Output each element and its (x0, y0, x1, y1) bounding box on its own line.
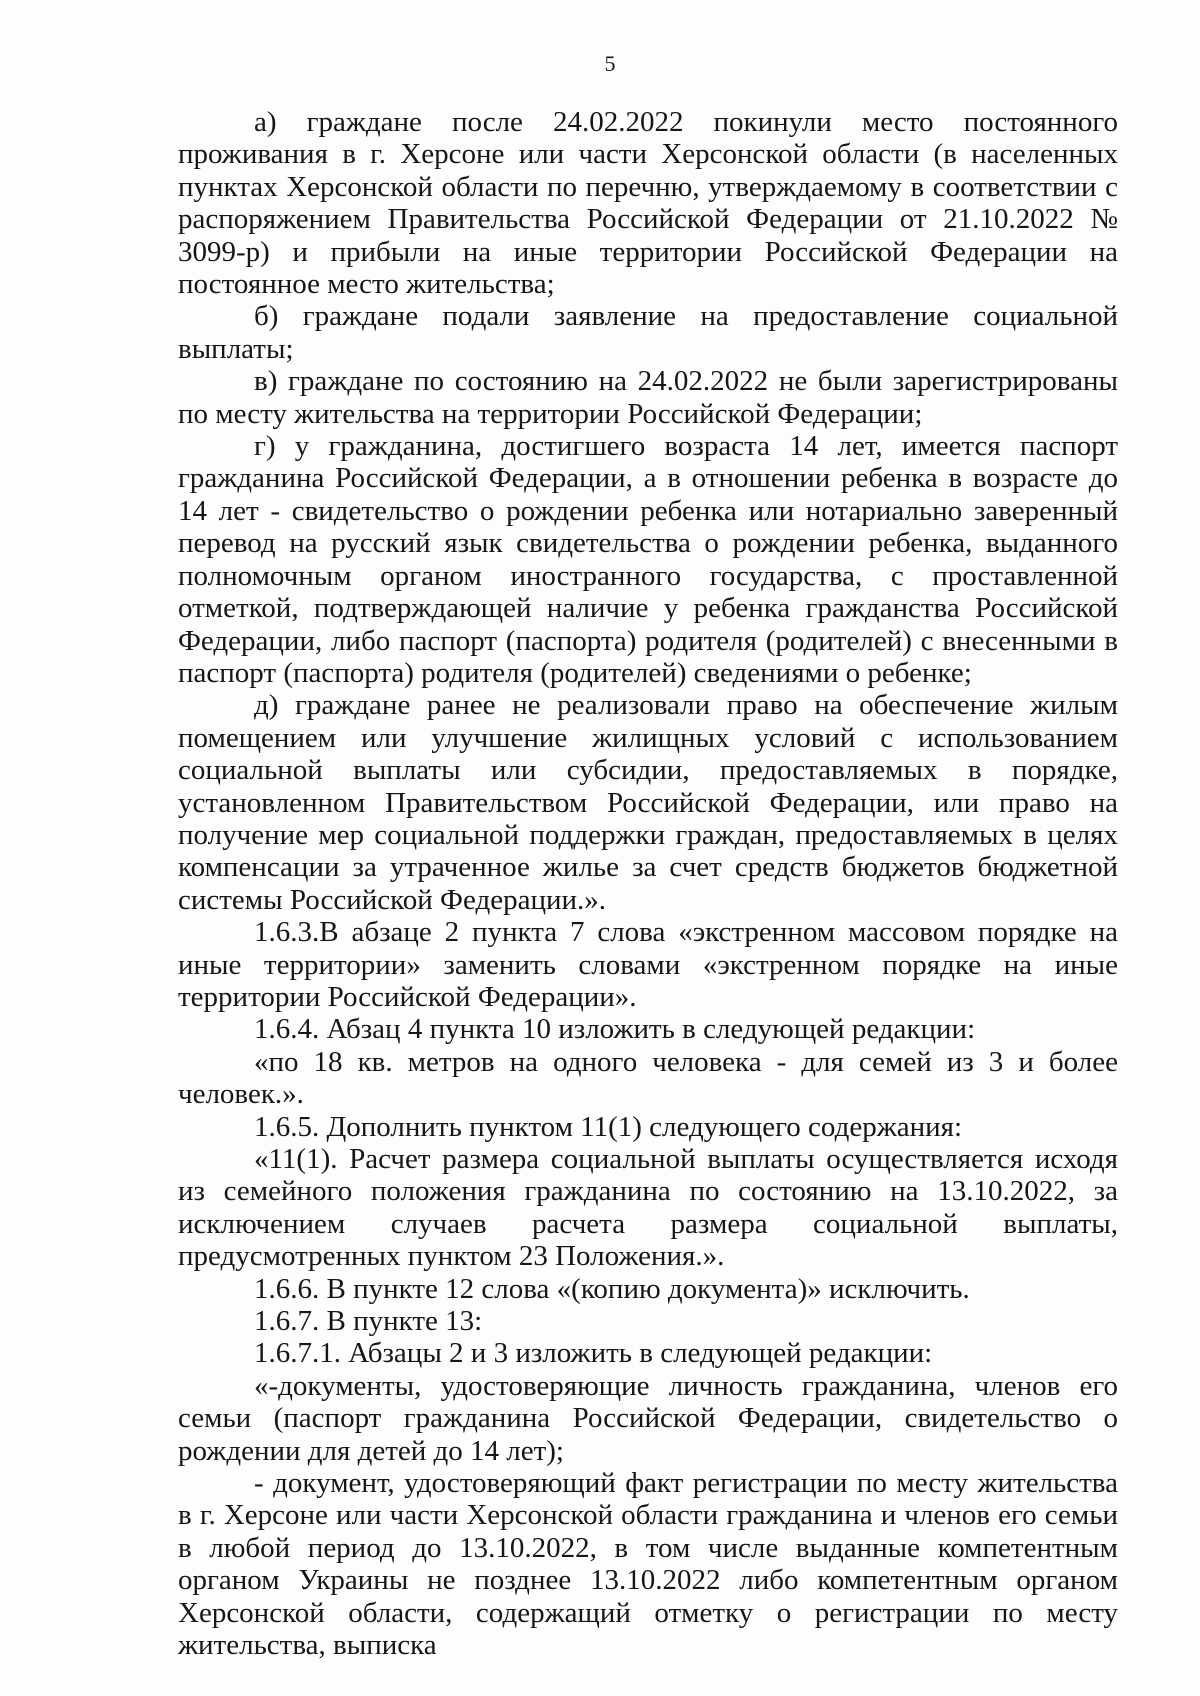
paragraph-11-1: «11(1). Расчет размера социальной выплаты осуществляется исходя из семейного положения гражданина по состоянию на 13.10.2022, за исключением случаев расчета размера социальной выплаты, предусмотренных пунктом 23 Положения.». (178, 1143, 1118, 1273)
paragraph-v: в) граждане по состоянию на 24.02.2022 не были зарегистрированы по месту жительства на территории Российской Федерации; (178, 365, 1118, 430)
paragraph-1-6-3: 1.6.3.В абзаце 2 пункта 7 слова «экстренном массовом порядке на иные территории» заменить словами «экстренном порядке на иные территории Российской Федерации». (178, 916, 1118, 1013)
page-number: 5 (604, 51, 616, 76)
paragraph-1-6-4-text: «по 18 кв. метров на одного человека - для семей из 3 и более человек.». (178, 1045, 1118, 1111)
paragraph-1-6-5: 1.6.5. Дополнить пунктом 11(1) следующего содержания: (254, 1110, 963, 1143)
paragraph-documents-registration: - документ, удостоверяющий факт регистрации по месту жительства в г. Херсоне или части Херсонской области гражданина и членов его семьи в любой период до 13.10.2022, в том числе выданные компетентным органом Украины не позднее 13.10.2022 либо компетентным органом Херсонской области, содержащий отметку о регистрации по месту жительства, выписка (178, 1467, 1118, 1662)
paragraph-b: б) граждане подали заявление на предоставление социальной выплаты; (178, 300, 1118, 365)
paragraph-1-6-4: 1.6.4. Абзац 4 пункта 10 изложить в следующей редакции: (254, 1013, 976, 1046)
paragraph-a: а) граждане после 24.02.2022 покинули место постоянного проживания в г. Херсоне или части Херсонской области (в населенных пунктах Херсонской области по перечню, утверждаемому в соответствии с распоряжением Правительства Российской Федерации от 21.10.2022 № 3099-р) и прибыли на иные территории Российской Федерации на постоянное место жительства; (178, 106, 1118, 301)
paragraph-documents-identity: «-документы, удостоверяющие личность гражданина, членов его семьи (паспорт гражданина Российской Федерации, свидетельство о рождении для детей до 14 лет); (178, 1369, 1118, 1467)
paragraph-1-6-6: 1.6.6. В пункте 12 слова «(копию документа)» исключить. (254, 1272, 970, 1305)
paragraph-1-6-7-1: 1.6.7.1. Абзацы 2 и 3 изложить в следующей редакции: (254, 1337, 933, 1370)
paragraph-g: г) у гражданина, достигшего возраста 14 лет, имеется паспорт гражданина Российской Федерации, а в отношении ребенка в возрасте до 14 лет - свидетельство о рождении ребенка или нотариально заверенный перевод на русский язык свидетельства о рождении ребенка, выданного полномочным органом иностранного государства, с проставленной отметкой, подтверждающей наличие у ребенка гражданства Российской Федерации, либо паспорт (паспорта) родителя (родителей) с внесенными в паспорт (паспорта) родителя (родителей) сведениями о ребенке; (178, 430, 1118, 689)
document-body (178, 106, 1118, 1662)
paragraph-1-6-7: 1.6.7. В пункте 13: (254, 1305, 483, 1338)
paragraph-d: д) граждане ранее не реализовали право на обеспечение жилым помещением или улучшение жилищных условий с использованием социальной выплаты или субсидии, предоставляемых в порядке, установленном Правительством Российской Федерации, или право на получение мер социальной поддержки граждан, предоставляемых в целях компенсации за утраченное жилье за счет средств бюджетов бюджетной системы Российской Федерации.». (178, 689, 1118, 916)
